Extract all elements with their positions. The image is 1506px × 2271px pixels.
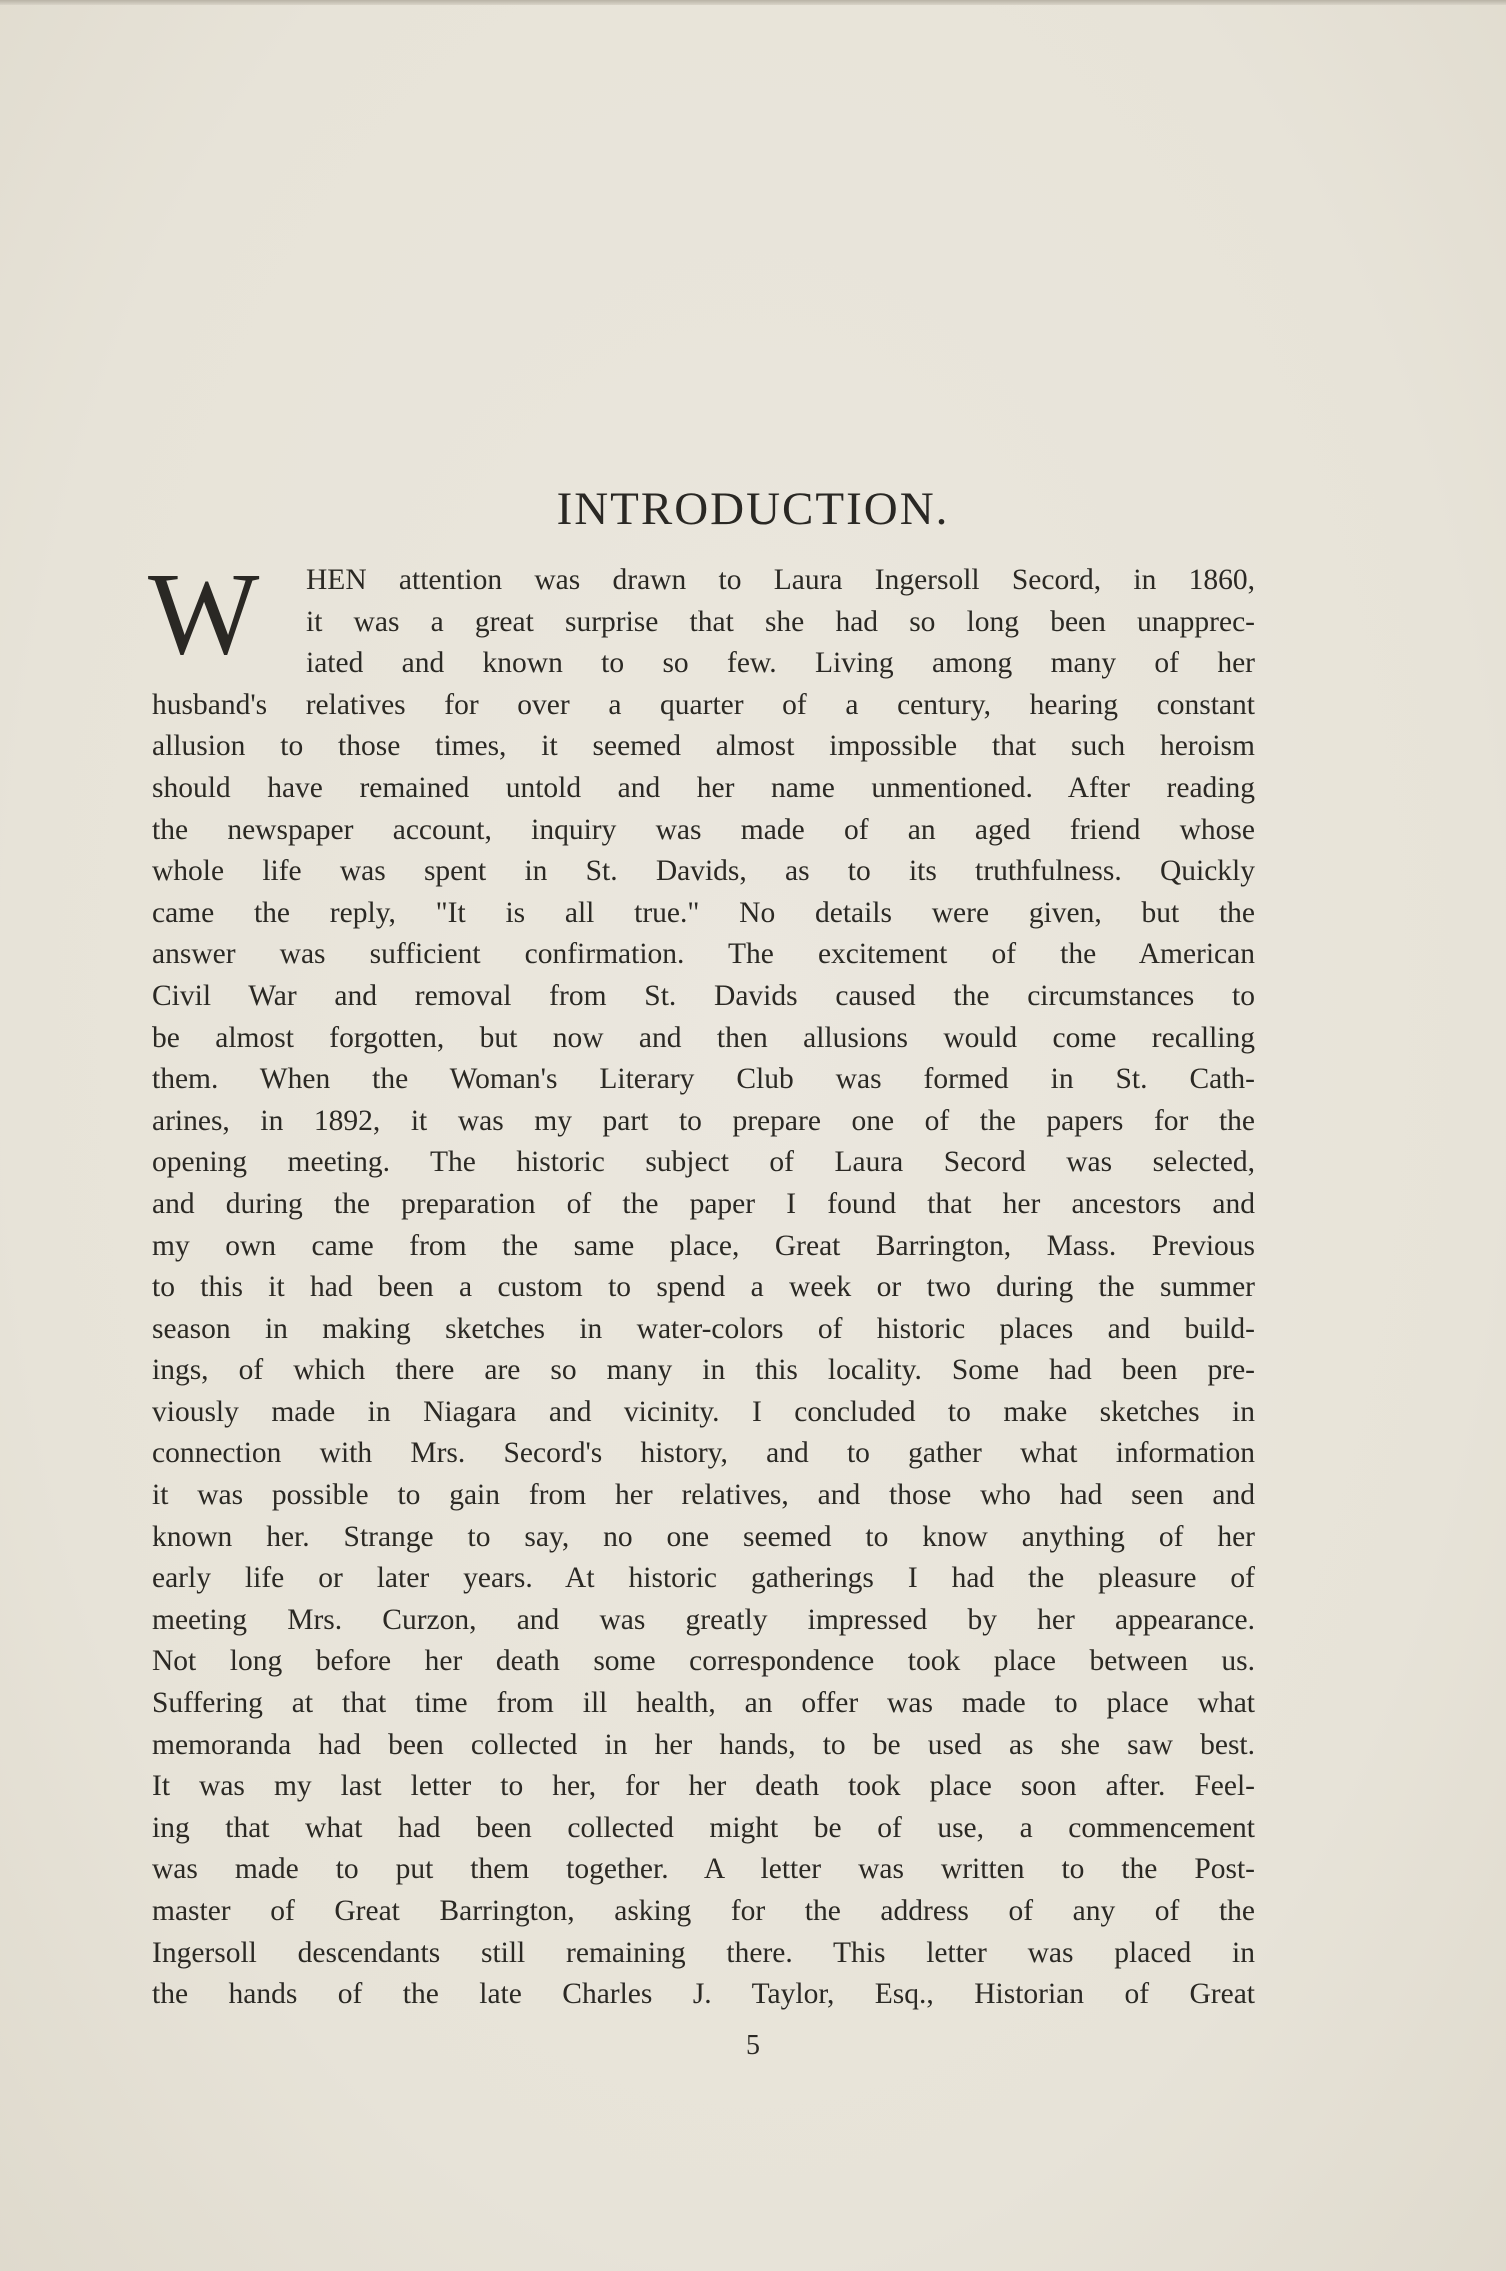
text-line: opening meeting. The historic subject of Laura Secord was selected, [152, 1146, 1255, 1179]
text-line: it was a great surprise that she had so long been unapprec- [306, 605, 1255, 638]
text-line: and during the preparation of the paper I found that her ancestors and [152, 1187, 1255, 1220]
text-line: allusion to those times, it seemed almost impossible that such heroism [152, 730, 1255, 763]
text-line: viously made in Niagara and vicinity. I concluded to make sketches in [152, 1395, 1255, 1428]
text-line: it was possible to gain from her relatives, and those who had seen and [152, 1479, 1255, 1512]
text-line: ing that what had been collected might be of use, a commencement [152, 1811, 1255, 1844]
text-line: should have remained untold and her name unmentioned. After reading [152, 771, 1255, 804]
drop-cap: W [148, 548, 260, 679]
text-line: meeting Mrs. Curzon, and was greatly impressed by her appearance. [152, 1603, 1255, 1636]
page-number: 5 [746, 2030, 760, 2061]
text-line: Civil War and removal from St. Davids caused the circumstances to [152, 979, 1255, 1012]
text-line: master of Great Barrington, asking for the address of any of the [152, 1895, 1255, 1927]
text-line: answer was sufficient confirmation. The excitement of the American [152, 938, 1255, 971]
text-line: the hands of the late Charles J. Taylor, Esq., Historian of Great [152, 1978, 1255, 2011]
text-line [306, 560, 1255, 602]
text-line: connection with Mrs. Secord's history, and to gather what information [152, 1437, 1255, 1470]
body-text [148, 548, 1255, 2016]
text-line: season in making sketches in water-colors of historic places and build- [152, 1312, 1255, 1345]
text-line: my own came from the same place, Great Barrington, Mass. Previous [152, 1229, 1255, 1262]
page-top-edge [0, 0, 1506, 5]
text-line: Not long before her death some correspondence took place between us. [152, 1645, 1255, 1678]
text-line: early life or later years. At historic gatherings I had the pleasure of [152, 1562, 1255, 1595]
text-line: husband's relatives for over a quarter of a century, hearing constant [152, 688, 1255, 721]
text-line: whole life was spent in St. Davids, as to its truthfulness. Quickly [152, 855, 1255, 888]
text-line: Ingersoll descendants still remaining there. This letter was placed in [152, 1936, 1255, 1969]
text-line: iated and known to so few. Living among many of her [306, 647, 1255, 680]
text-line: the newspaper account, inquiry was made of an aged friend whose [152, 813, 1255, 846]
text-line: them. When the Woman's Literary Club was formed in St. Cath- [152, 1063, 1255, 1096]
text-line: came the reply, "It is all true." No details were given, but the [152, 896, 1255, 929]
chapter-title: INTRODUCTION. [556, 483, 950, 535]
text-line: Suffering at that time from ill health, an offer was made to place what [152, 1687, 1255, 1720]
text-line: ings, of which there are so many in this locality. Some had been pre- [152, 1354, 1255, 1387]
first-word-rest: HEN [306, 564, 367, 596]
text-line: known her. Strange to say, no one seemed to know anything of her [152, 1520, 1255, 1553]
text-line: be almost forgotten, but now and then allusions would come recalling [152, 1021, 1255, 1054]
text-line: memoranda had been collected in her hands, to be used as she saw best. [152, 1728, 1255, 1761]
text-line: arines, in 1892, it was my part to prepare one of the papers for the [152, 1104, 1255, 1137]
first-line-text: attention was drawn to Laura Ingersoll Secord, in 1860, [366, 564, 1255, 596]
text-line: was made to put them together. A letter was written to the Post- [152, 1853, 1255, 1886]
text-line: It was my last letter to her, for her death took place soon after. Feel- [152, 1770, 1255, 1803]
text-line: to this it had been a custom to spend a week or two during the summer [152, 1271, 1255, 1304]
